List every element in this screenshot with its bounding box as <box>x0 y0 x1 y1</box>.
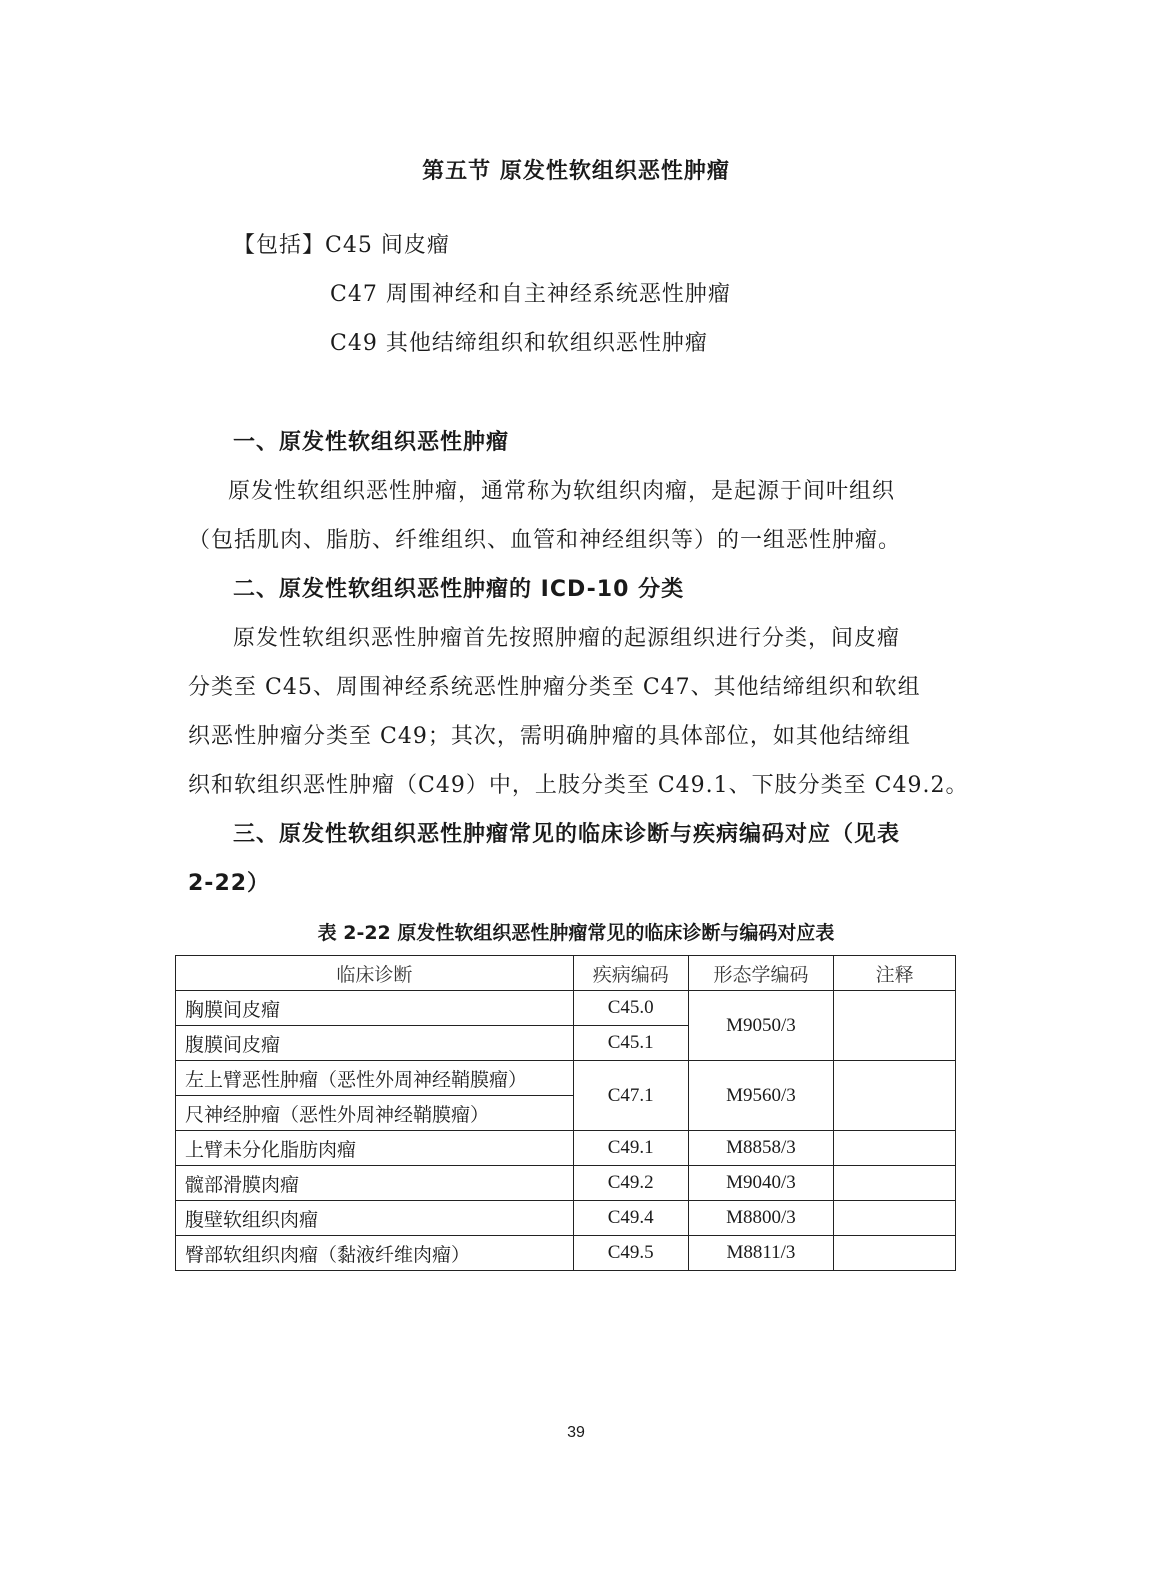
includes-line-1 <box>233 228 450 259</box>
disease-code-cell: C49.4 <box>573 1201 688 1236</box>
disease-code-cell: C45.0 <box>573 991 688 1026</box>
table-row <box>176 1166 956 1201</box>
diagnosis-cell: 尺神经肿瘤（恶性外周神经鞘膜瘤） <box>176 1096 574 1131</box>
includes-item: C47 周围神经和自主神经系统恶性肿瘤 <box>330 282 731 307</box>
table-header-row <box>176 956 956 991</box>
part1-heading: 一、原发性软组织恶性肿瘤 <box>233 430 510 455</box>
notes-cell <box>834 1166 956 1201</box>
diagnosis-cell: 胸膜间皮瘤 <box>176 991 574 1026</box>
diagnosis-cell: 腹壁软组织肉瘤 <box>176 1201 574 1236</box>
part1-paragraph-line: 原发性软组织恶性肿瘤，通常称为软组织肉瘤，是起源于间叶组织 <box>228 479 896 504</box>
part3-heading: 三、原发性软组织恶性肿瘤常见的临床诊断与疾病编码对应（见表 <box>233 822 901 847</box>
part3-heading-continued: 2-22） <box>188 871 271 896</box>
morphology-code-cell: M9050/3 <box>688 991 834 1061</box>
header-disease-code: 疾病编码 <box>573 956 688 991</box>
diagnosis-code-table <box>175 955 956 1271</box>
morphology-code-cell: M9040/3 <box>688 1166 834 1201</box>
includes-item: C49 其他结缔组织和软组织恶性肿瘤 <box>330 331 708 356</box>
part2-heading: 二、原发性软组织恶性肿瘤的 ICD-10 分类 <box>233 577 685 602</box>
header-notes: 注释 <box>834 956 956 991</box>
notes-cell <box>834 991 956 1061</box>
notes-cell <box>834 1131 956 1166</box>
diagnosis-cell: 左上臂恶性肿瘤（恶性外周神经鞘膜瘤） <box>176 1061 574 1096</box>
morphology-code-cell: M8858/3 <box>688 1131 834 1166</box>
disease-code-cell: C49.5 <box>573 1236 688 1271</box>
morphology-code-cell: M8800/3 <box>688 1201 834 1236</box>
part1-paragraph-line: （包括肌肉、脂肪、纤维组织、血管和神经组织等）的一组恶性肿瘤。 <box>188 528 902 553</box>
table-row <box>176 991 956 1026</box>
disease-code-cell: C47.1 <box>573 1061 688 1131</box>
disease-code-cell: C49.1 <box>573 1131 688 1166</box>
part2-paragraph-line: 织恶性肿瘤分类至 C49；其次，需明确肿瘤的具体部位，如其他结缔组 <box>188 724 911 749</box>
table-row <box>176 1236 956 1271</box>
diagnosis-cell: 上臂未分化脂肪肉瘤 <box>176 1131 574 1166</box>
table-row <box>176 1061 956 1096</box>
includes-label: 【包括】 <box>233 233 326 258</box>
notes-cell <box>834 1201 956 1236</box>
morphology-code-cell: M9560/3 <box>688 1061 834 1131</box>
part2-paragraph-line: 织和软组织恶性肿瘤（C49）中，上肢分类至 C49.1、下肢分类至 C49.2。 <box>188 773 969 798</box>
table-row <box>176 1201 956 1236</box>
includes-item: C45 间皮瘤 <box>325 233 450 258</box>
table-row <box>176 1131 956 1166</box>
disease-code-cell: C45.1 <box>573 1026 688 1061</box>
table-caption: 表 2-22 原发性软组织恶性肿瘤常见的临床诊断与编码对应表 <box>317 922 835 944</box>
morphology-code-cell: M8811/3 <box>688 1236 834 1271</box>
disease-code-cell: C49.2 <box>573 1166 688 1201</box>
page-number: 39 <box>567 1424 585 1441</box>
header-clinical-diagnosis: 临床诊断 <box>176 956 574 991</box>
diagnosis-cell: 髋部滑膜肉瘤 <box>176 1166 574 1201</box>
section-title: 第五节 原发性软组织恶性肿瘤 <box>422 159 730 184</box>
diagnosis-cell: 臀部软组织肉瘤（黏液纤维肉瘤） <box>176 1236 574 1271</box>
part2-paragraph-line: 分类至 C45、周围神经系统恶性肿瘤分类至 C47、其他结缔组织和软组 <box>188 675 921 700</box>
part2-paragraph-line: 原发性软组织恶性肿瘤首先按照肿瘤的起源组织进行分类，间皮瘤 <box>233 626 901 651</box>
notes-cell <box>834 1236 956 1271</box>
diagnosis-cell: 腹膜间皮瘤 <box>176 1026 574 1061</box>
header-morphology-code: 形态学编码 <box>688 956 834 991</box>
notes-cell <box>834 1061 956 1131</box>
